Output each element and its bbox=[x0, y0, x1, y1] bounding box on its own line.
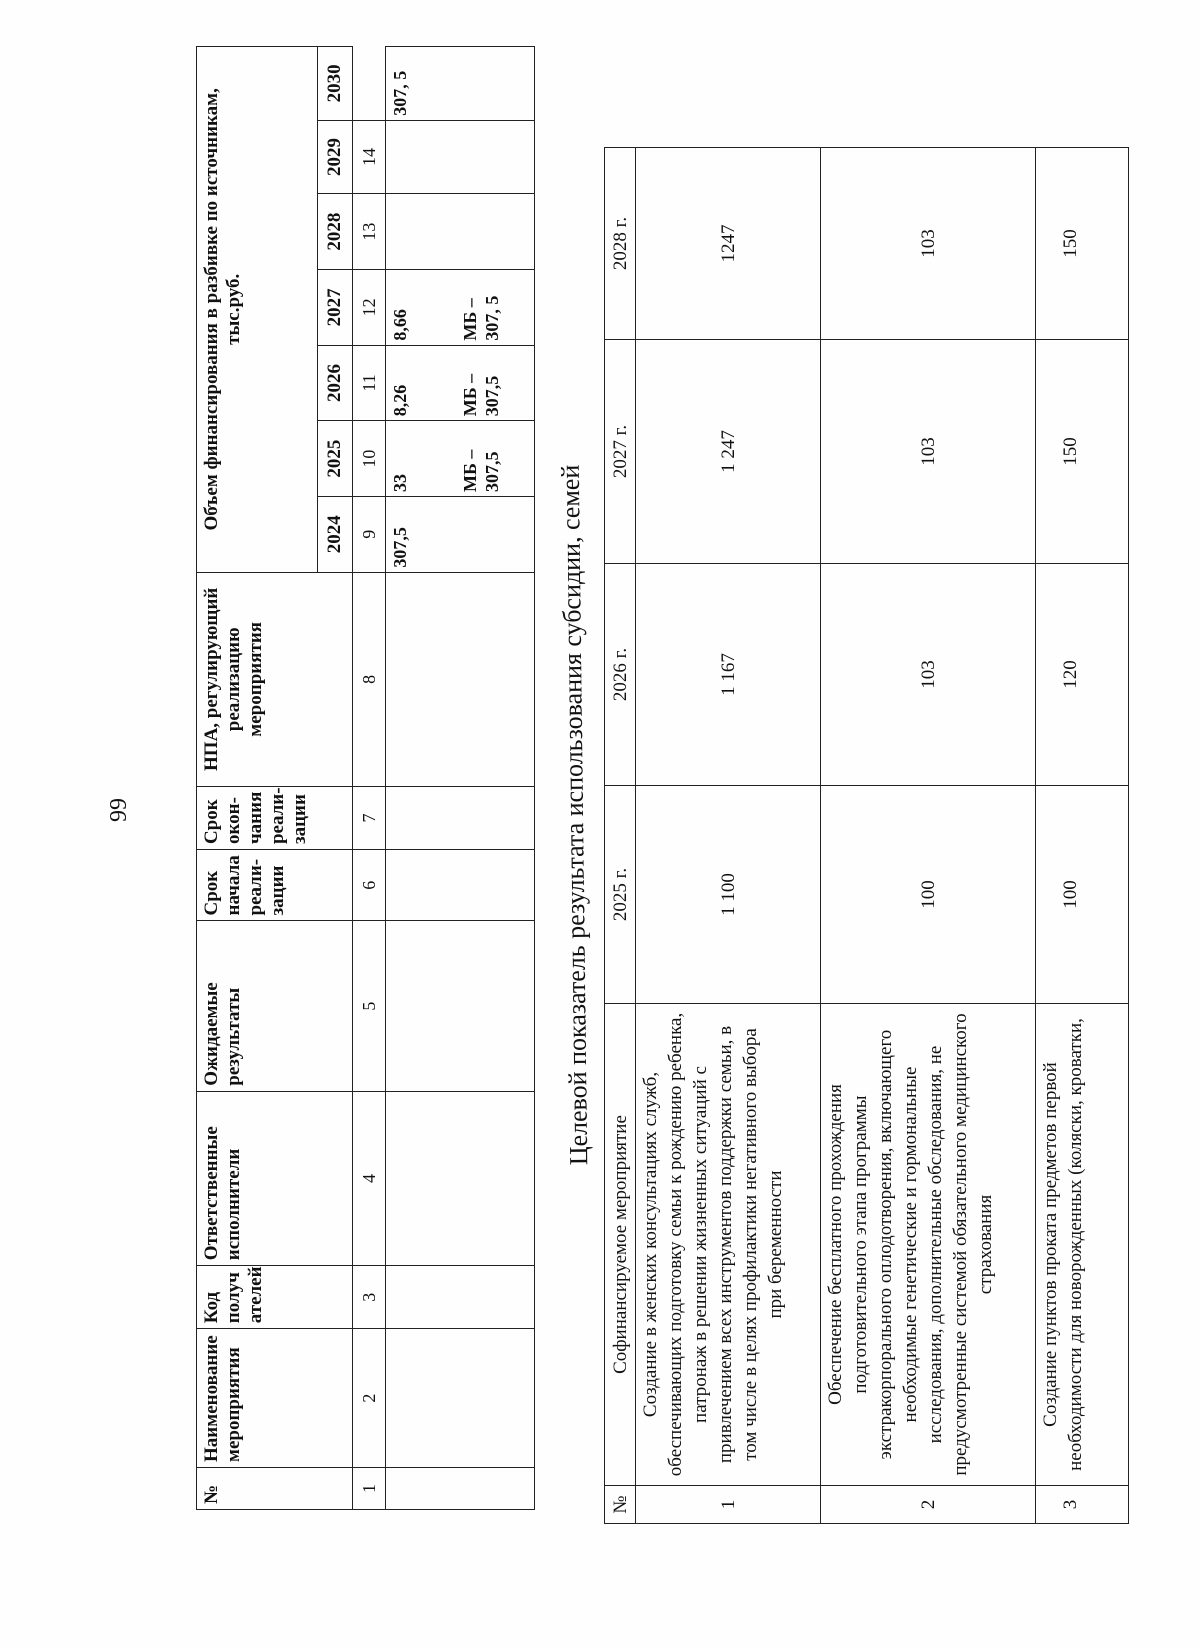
row-value-2026: 103 bbox=[821, 564, 1036, 786]
row-value-2026: 120 bbox=[1036, 564, 1129, 786]
row-value-2027: 103 bbox=[821, 340, 1036, 564]
row-activity: Создание в женских консультациях служб, обеспечивающих подготовку семьи к рождению ребенка, патронаж в решении жизненных ситуаций с привлечением всех инструментов поддержки семьи, в том числе в целях профилактики негативного выбора при беременности bbox=[636, 1004, 821, 1486]
col-num: 3 bbox=[353, 1266, 386, 1329]
year-2028: 2028 bbox=[318, 194, 353, 270]
header-2028: 2028 г. bbox=[605, 148, 636, 340]
header-no: № bbox=[197, 1467, 353, 1509]
column-numbers-row bbox=[353, 47, 386, 1510]
header-funding: Объем финансирования в разбивке по источникам, тыс.руб. bbox=[197, 47, 318, 573]
header-executors: Ответственные исполнители bbox=[197, 1091, 353, 1265]
funding-header-row bbox=[197, 47, 318, 1510]
row-value-2025: 1 100 bbox=[636, 786, 821, 1004]
table-row bbox=[1036, 148, 1129, 1524]
col-num: 11 bbox=[353, 345, 386, 421]
target-indicator-table bbox=[604, 147, 1129, 1524]
funding-table bbox=[196, 46, 535, 1510]
year-2025: 2025 bbox=[318, 421, 353, 497]
row-activity: Создание пунктов проката предметов первой необходимости для новорожденных (коляски, кроватки, bbox=[1036, 1004, 1129, 1486]
page-number: 99 bbox=[106, 798, 132, 822]
row-value-2025: 100 bbox=[821, 786, 1036, 1004]
col-num: 12 bbox=[353, 269, 386, 345]
year-2024: 2024 bbox=[318, 496, 353, 572]
col-num: 1 bbox=[353, 1467, 386, 1509]
header-2026: 2026 г. bbox=[605, 564, 636, 786]
value-2025-top: 33 bbox=[390, 473, 410, 492]
row-value-2025: 100 bbox=[1036, 786, 1129, 1004]
col-num: 14 bbox=[353, 120, 386, 194]
cell-empty bbox=[386, 1266, 535, 1329]
col-num: 10 bbox=[353, 421, 386, 497]
row-no: 3 bbox=[1036, 1486, 1129, 1524]
col-num: 7 bbox=[353, 787, 386, 850]
col-num: 9 bbox=[353, 496, 386, 572]
col-num: 8 bbox=[353, 572, 386, 786]
row-no: 2 bbox=[821, 1486, 1036, 1524]
row-activity: Обеспечение бесплатного прохождения подготовительного этапа программы экстракорпорального оплодотворения, включающего необходимые генетические и гормональные исследования, дополнительные обследования, не предусмотренные системой обязательного медицинского страхования bbox=[821, 1004, 1036, 1486]
header-no: № bbox=[605, 1486, 636, 1524]
cell-empty bbox=[386, 921, 535, 1091]
header-2025: 2025 г. bbox=[605, 786, 636, 1004]
year-2027: 2027 bbox=[318, 269, 353, 345]
row-no: 1 bbox=[636, 1486, 821, 1524]
row-value-2027: 1 247 bbox=[636, 340, 821, 564]
indicator-header-row bbox=[605, 148, 636, 1524]
header-2027: 2027 г. bbox=[605, 340, 636, 564]
cell-2029 bbox=[386, 120, 535, 194]
col-num: 13 bbox=[353, 194, 386, 270]
col-num: 2 bbox=[353, 1329, 386, 1468]
cell-2026 bbox=[386, 345, 535, 421]
value-2026-top: 8,26 bbox=[390, 384, 410, 417]
header-end: Срок окон-чания реали-зации bbox=[197, 787, 353, 850]
row-value-2028: 103 bbox=[821, 148, 1036, 340]
value-2027-top: 8,66 bbox=[390, 309, 410, 341]
table-row bbox=[636, 148, 821, 1524]
year-2029: 2029 bbox=[318, 120, 353, 194]
section-title: Целевой показатель результата использования субсидии, семей bbox=[555, 464, 594, 1166]
cell-2027 bbox=[386, 269, 535, 345]
row-value-2026: 1 167 bbox=[636, 564, 821, 786]
col-num: 5 bbox=[353, 921, 386, 1091]
col-num: 6 bbox=[353, 850, 386, 921]
cell-2025 bbox=[386, 421, 535, 497]
row-value-2028: 150 bbox=[1036, 148, 1129, 340]
value-2025-bottom: МБ – 307,5 bbox=[460, 449, 502, 492]
cell-empty bbox=[386, 787, 535, 850]
cell-2024: 307,5 bbox=[386, 496, 535, 572]
row-value-2027: 150 bbox=[1036, 340, 1129, 564]
header-results: Ожидаемые результаты bbox=[197, 921, 353, 1091]
cell-empty bbox=[386, 1329, 535, 1468]
cell-empty bbox=[386, 1091, 535, 1265]
cell-empty bbox=[386, 1467, 535, 1509]
cell-2030: 307, 5 bbox=[386, 47, 535, 121]
table-row bbox=[821, 148, 1036, 1524]
col-num: 4 bbox=[353, 1091, 386, 1265]
row-value-2028: 1247 bbox=[636, 148, 821, 340]
header-start: Срок начала реали-зации bbox=[197, 850, 353, 921]
header-npa: НПА, регулирующий реализацию мероприятия bbox=[197, 572, 353, 786]
cell-empty bbox=[386, 572, 535, 786]
year-2030: 2030 bbox=[318, 47, 353, 121]
year-2026: 2026 bbox=[318, 345, 353, 421]
value-2027-bottom: МБ – 307, 5 bbox=[460, 295, 502, 341]
header-code: Код получ ателей bbox=[197, 1266, 353, 1329]
header-activity: Софинансируемое мероприятие bbox=[605, 1004, 636, 1486]
cell-2028 bbox=[386, 194, 535, 270]
header-name: Наименование мероприятия bbox=[197, 1329, 353, 1468]
cell-empty bbox=[386, 850, 535, 921]
value-2026-bottom: МБ – 307,5 bbox=[460, 373, 502, 417]
funding-data-row bbox=[386, 47, 535, 1510]
